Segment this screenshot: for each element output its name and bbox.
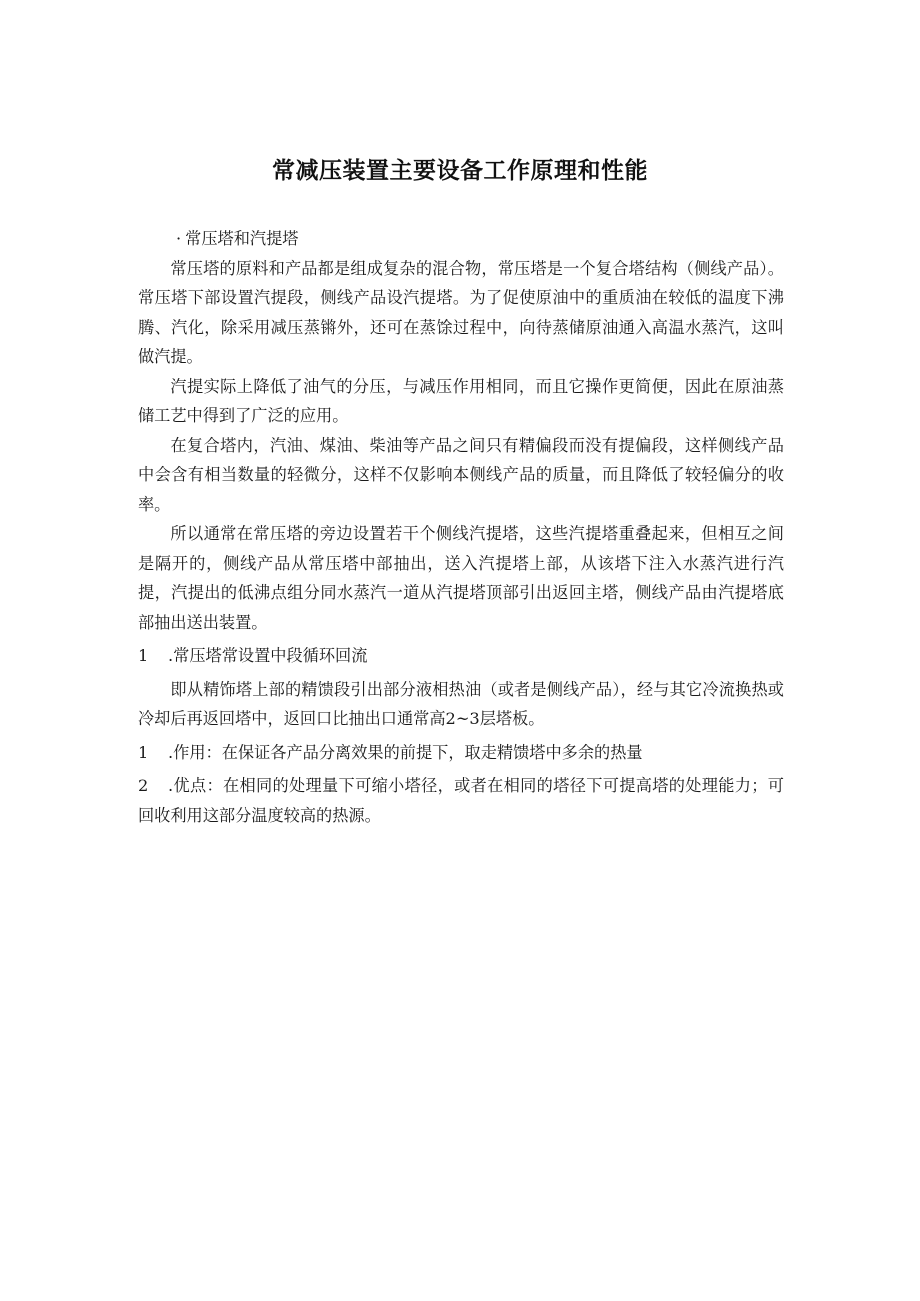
item-number: 1: [138, 646, 149, 665]
section-heading: [138, 224, 784, 254]
numbered-item-3: [138, 771, 784, 830]
item-text: .作用：在保证各产品分离效果的前提下，取走精馈塔中多余的热量: [168, 742, 643, 762]
paragraph-5: 即从精饰塔上部的精馈段引出部分液相热油（或者是侧线产品），经与其它冷流换热或冷却后再返回塔中，返回口比抽出口通常高2~3层塔板。: [138, 679, 784, 728]
paragraph-1: 常压塔的原料和产品都是组成复杂的混合物，常压塔是一个复合塔结构（侧线产品）。常压塔下部设置汽提段，侧线产品设汽提塔。为了促使原油中的重质油在较低的温度下沸腾、汽化，除采用减压蒸锵外，还可在蒸馀过程中，向待蒸储原油通入高温水蒸汽，这叫做汽提。: [138, 258, 784, 366]
item-number: 2: [138, 776, 149, 795]
paragraph-4: 所以通常在常压塔的旁边设置若干个侧线汽提塔，这些汽提塔重叠起来，但相互之间是隔开的，侧线产品从常压塔中部抽出，送入汽提塔上部，从该塔下注入水蒸汽进行汽提，汽提出的低沸点组分同水蒸汽一道从汽提塔顶部引出返回主塔，侧线产品由汽提塔底部抽出送出装置。: [138, 524, 784, 632]
paragraph-3: 在复合塔内，汽油、煤油、柴油等产品之间只有精偏段而没有提偏段，这样侧线产品中会含有相当数量的轻微分，这样不仅影响本侧线产品的质量，而且降低了较轻偏分的收率。: [138, 435, 784, 514]
document-body: [138, 224, 784, 830]
bullet-dot: ·: [176, 229, 182, 248]
page-title: 常减压装置主要设备工作原理和性能: [272, 158, 648, 184]
numbered-item-1: [138, 641, 784, 671]
section-heading-text: 常压塔和汽提塔: [185, 229, 299, 248]
numbered-item-2: [138, 738, 784, 768]
item-text: .优点：在相同的处理量下可缩小塔径，或者在相同的塔径下可提高塔的处理能力；可回收利用这部分温度较高的热源。: [138, 776, 784, 825]
paragraph-2: 汽提实际上降低了油气的分压，与减压作用相同，而且它操作更简便，因此在原油蒸储工艺中得到了广泛的应用。: [138, 376, 784, 425]
item-number: 1: [138, 742, 149, 762]
item-text: .常压塔常设置中段循环回流: [168, 646, 368, 665]
